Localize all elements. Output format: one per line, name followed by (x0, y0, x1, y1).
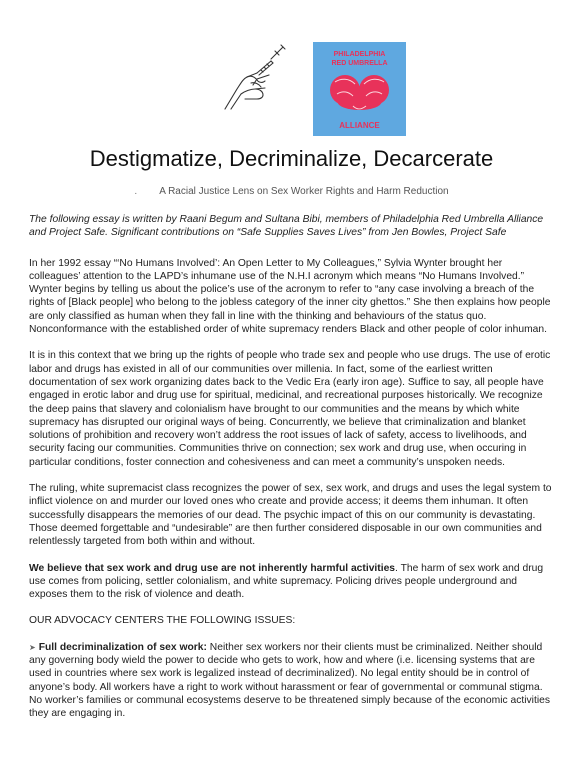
arrow-bullet-icon: ➤ (29, 642, 36, 652)
intro-paragraph: The following essay is written by Raani Begum and Sultana Bibi, members of Philadelphia Red Umbrella Alliance and Project Safe. Significant contributions on “Safe Supplies Saves Lives” from Jen Bowles, Project Safe (29, 214, 544, 239)
hand-syringe-logo-icon (221, 39, 293, 111)
document-subtitle (0, 186, 583, 197)
subtitle-text: A Racial Justice Lens on Sex Worker Rights and Harm Reduction (159, 186, 449, 197)
paragraph-1: In her 1992 essay “‘No Humans Involved’: An Open Letter to My Colleagues,” Sylvia Wynter brought her colleagues’ attention to the LAPD’s inhumane use of the N.H.I acronym which means “No Humans Involved.” Wynter begins by telling us about the police’s use of the acronym to refer to “any case involving a breach of the rights of [Black people] who belong to the jobless category of the inner city ghettos.” She then explains how people are only classified as human when they fall in line with the thinking and behaviours of the status quo. Nonconformance with the established order of white supremacy renders Black and other people of color inhuman. (29, 257, 551, 336)
document-title: Destigmatize, Decriminalize, Decarcerate (89, 146, 494, 171)
paragraph-2: It is in this context that we bring up the rights of people who trade sex and people who use drugs. The use of erotic labor and drugs has existed in all of our communities over millenia. In fact, some of the earliest written documentation of sex work organizing dates back to the Vedic Era (early iron age). Suffice to say, all people have engaged in erotic labor and drug use for spiritual, medicinal, and recreational purposes historically. We recognize the deep pains that slavery and colonialism have brought to our communities and the means by which white supremacy has disrupted our original ways of being. Concurrently, we believe that criminalization and blanket solutions of prohibition and recovery won’t address the root issues of lack of safety, access to livelihoods, and security facing our communities. Communities thrive on connection; sex work and drug use, when occuring in particular conditions, foster connection and cohesiveness and can meet a community’s unspoken needs. (29, 350, 551, 468)
belief-paragraph (29, 562, 555, 602)
essay-body (29, 213, 555, 734)
logo-text-line3: ALLIANCE (339, 121, 380, 130)
philadelphia-red-umbrella-alliance-logo-icon (313, 42, 406, 136)
bullet-bold: Full decriminalization of sex work: (38, 641, 207, 653)
logo-text-line1: PHILADELPHIA (333, 51, 386, 58)
belief-bold: We believe that sex work and drug use are not inherently harmful activities (29, 562, 396, 574)
advocacy-heading: OUR ADVOCACY CENTERS THE FOLLOWING ISSUES: (29, 615, 296, 627)
logo-text-line2: RED UMBRELLA (331, 60, 388, 67)
belief-rest: . The harm of sex work and drug use comes from policing, settler colonialism, and white supremacy. Policing drives people underground and exposes them to the risk of violence and death. (29, 562, 544, 601)
header-logos (0, 39, 583, 139)
bullet-dot-icon: . (134, 186, 138, 197)
paragraph-3: The ruling, white supremacist class recognizes the power of sex, sex work, and drugs and uses the legal system to inflict violence on and murder our loved ones who create and provide access; it deems them inhuman. It often successfully disappears the memories of our dead. The psychic impact of this on our community is devastating. Those deemed forgettable and “undesirable” are then further considered disposable in our own communities and relentlessly targeted from both within and without. (29, 483, 552, 548)
bullet-text: Neither sex workers nor their clients must be criminalized. Neither should any governing body wield the power to decide who gets to work, how and where (i.e. licensing systems that are used in countries where sex work is legalized instead of decriminalized). No legal entity should be in control of anyone’s body. All workers have a right to work without harassment or fear of governmental or communal stigma. No worker’s families or communal ecosystems deserve to be threatened simply because of the economic activities they are engaging in. (29, 641, 550, 720)
bullet-item (29, 641, 555, 721)
